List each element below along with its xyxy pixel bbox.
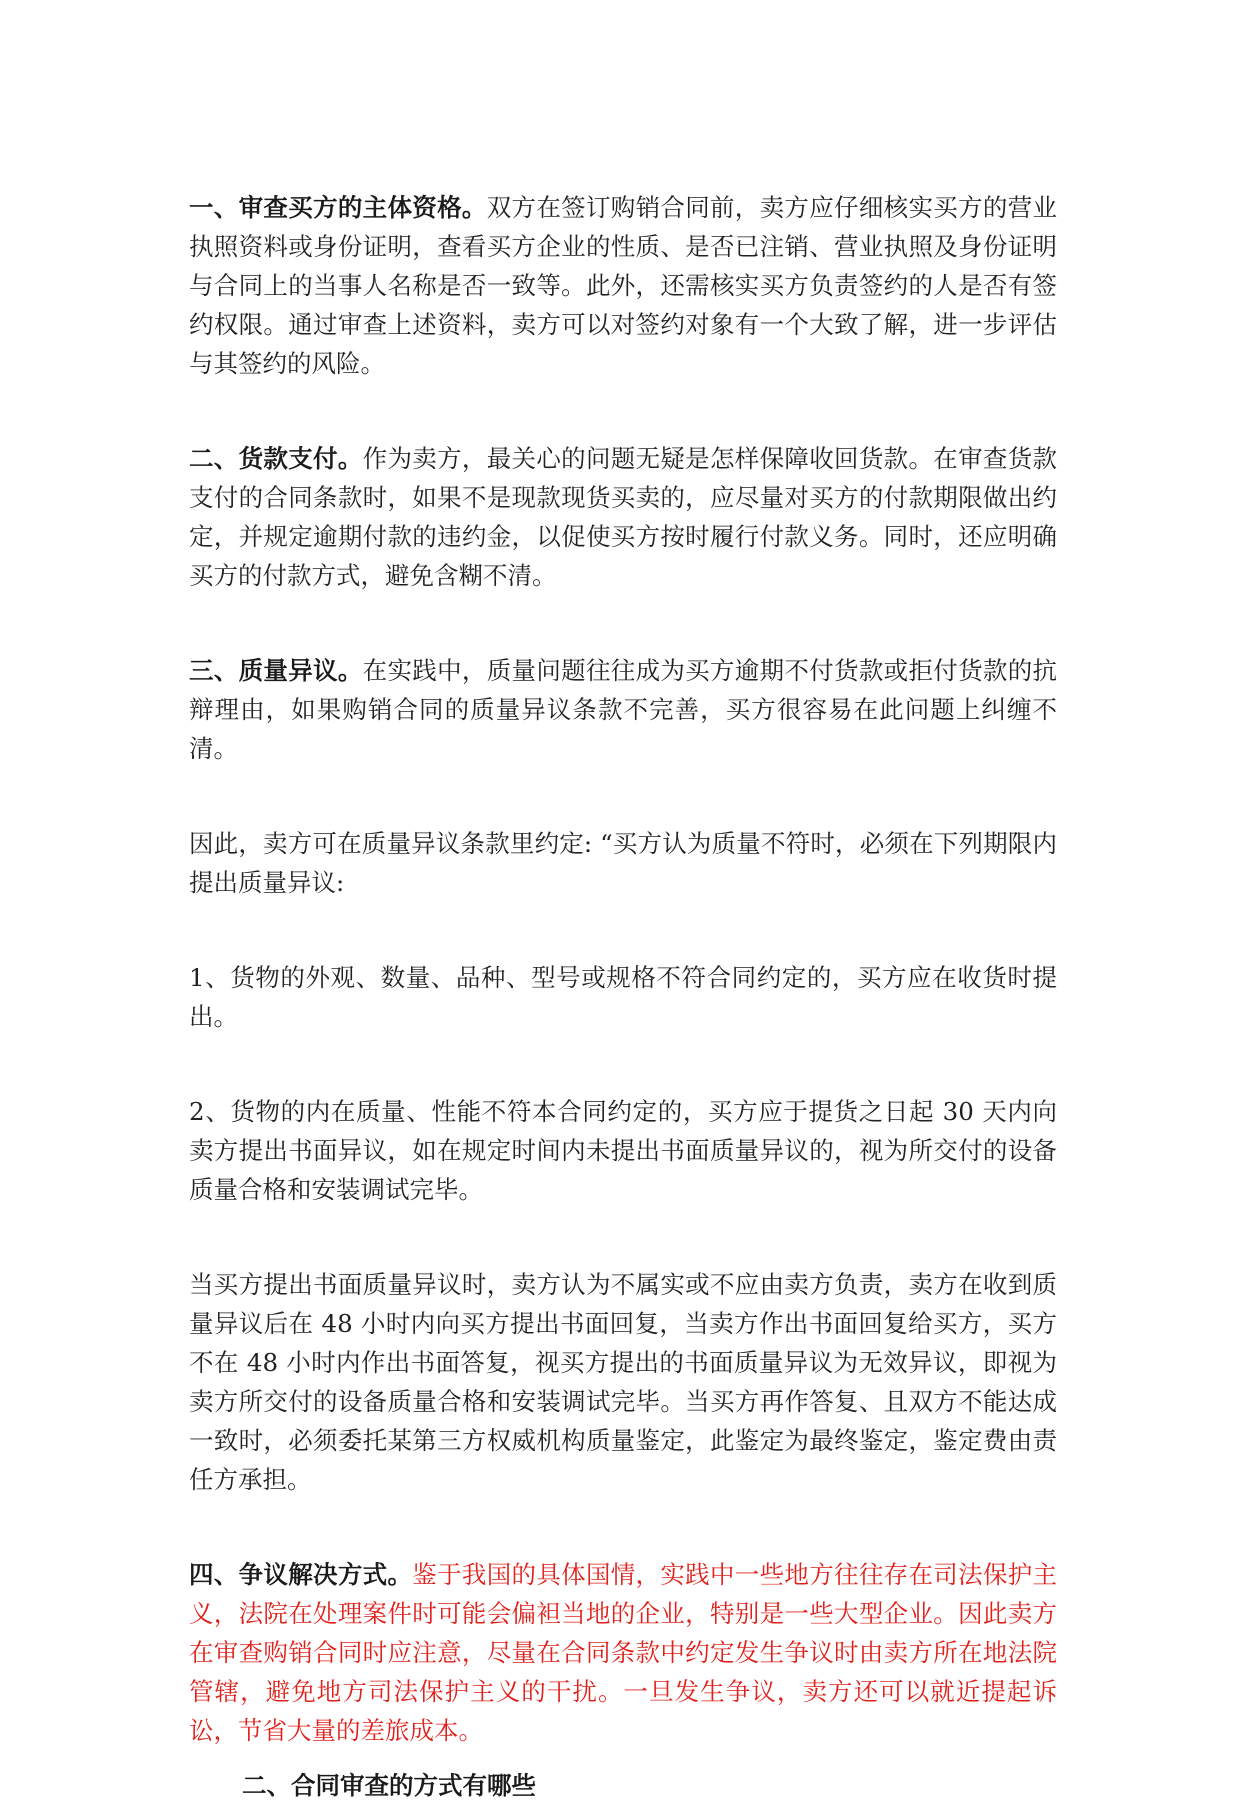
quality-item-1: 1、货物的外观、数量、品种、型号或规格不符合同约定的，买方应在收货时提出。 [189, 963, 1057, 1031]
section-body: 在实践中，质量问题往往成为买方逾期不付货款或拒付货款的抗辩理由，如果购销合同的质量异议条款不完善，买方很容易在此问题上纠缠不清。 [189, 656, 1058, 763]
section-heading: 一、审查买方的主体资格。 [189, 193, 487, 222]
section-heading: 三、质量异议。 [189, 656, 363, 685]
section-subject-qualification [189, 188, 1057, 383]
section-dispute-resolution [189, 1555, 1057, 1750]
section-body: 作为卖方，最关心的问题无疑是怎样保障收回货款。在审查货款支付的合同条款时，如果不是现款现货买卖的，应尽量对买方的付款期限做出约定，并规定逾期付款的违约金，以促使买方按时履行付款义务。同时，还应明确买方的付款方式，避免含糊不清。 [189, 444, 1058, 590]
dispute-body-highlighted: 鉴于我国的具体国情，实践中一些地方往往存在司法保护主义，法院在处理案件时可能会偏袒当地的企业，特别是一些大型企业。因此卖方在审查购销合同时应注意，尽量在合同条款中约定发生争议时由卖方所在地法院管辖，避免地方司法保护主义的干扰。一旦发生争议，卖方还可以就近提起诉讼，节省大量的差旅成本。 [189, 1560, 1057, 1745]
document-page [189, 188, 1057, 1805]
section-heading: 四、争议解决方式。 [189, 1560, 413, 1589]
subheading-review-methods: 二、合同审查的方式有哪些 [242, 1771, 536, 1800]
section-quality-objection [189, 651, 1057, 768]
quality-item-2: 2、货物的内在质量、性能不符本合同约定的，买方应于提货之日起 30 天内向卖方提出书面异议，如在规定时间内未提出书面质量异议的，视为所交付的设备质量合格和安装调试完毕。 [189, 1097, 1057, 1204]
section-payment [189, 439, 1057, 595]
section-heading: 二、货款支付。 [189, 444, 363, 473]
section-body: 双方在签订购销合同前，卖方应仔细核实买方的营业执照资料或身份证明，查看买方企业的性质、是否已注销、营业执照及身份证明与合同上的当事人名称是否一致等。此外，还需核实买方负责签约的人是否有签约权限。通过审查上述资料，卖方可以对签约对象有一个大致了解，进一步评估与其签约的风险。 [189, 193, 1058, 378]
quality-intro-paragraph: 因此，卖方可在质量异议条款里约定: “买方认为质量不符时，必须在下列期限内提出质量异议: [189, 829, 1057, 897]
quality-reply-paragraph: 当买方提出书面质量异议时，卖方认为不属实或不应由卖方负责，卖方在收到质量异议后在 48 小时内向买方提出书面回复，当卖方作出书面回复给买方，买方不在 48 小时内作出书面答复，视买方提出的书面质量异议为无效异议，即视为卖方所交付的设备质量合格和安装调试完毕。当买方再作答复、且双方不能达成一致时，必须委托某第三方权威机构质量鉴定，此鉴定为最终鉴定，鉴定费由责任方承担。 [189, 1270, 1057, 1494]
